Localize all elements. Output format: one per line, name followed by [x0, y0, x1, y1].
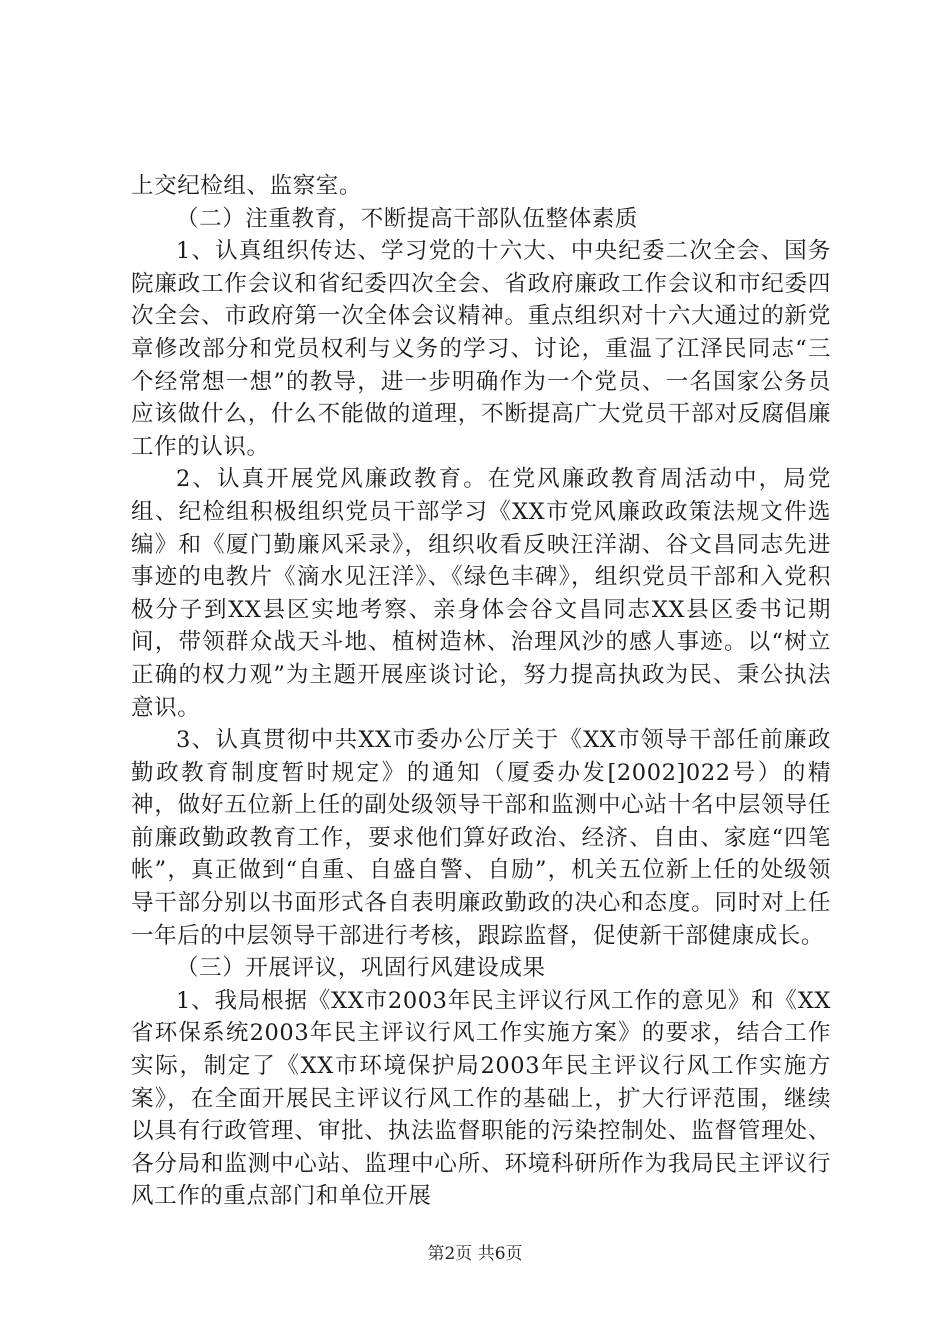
paragraph-evaluation-item-1: 1、我局根据《XX市2003年民主评议行风工作的意见》和《XX省环保系统2003年民主评议行风工作实施方案》的要求，结合工作实际，制定了《XX市环境保护局2003年民主评议行风工作实施方案》，在全面开展民主评议行风工作的基础上，扩大行评范围，继续以具有行政管理、审批、执法监督职能的污染控制处、监督管理处、各分局和监测中心站、监理中心所、环境科研所作为我局民主评议行风工作的重点部门和单位开展 — [131, 987, 831, 1210]
paragraph-item-2: 2、认真开展党风廉政教育。在党风廉政教育周活动中，局党组、纪检组积极组织党员干部学习《XX市党风廉政政策法规文件选编》和《厦门勤廉风采录》，组织收看反映汪洋湖、谷文昌同志先进事迹的电教片《滴水见汪洋》、《绿色丰碑》，组织党员干部和入党积极分子到XX县区实地考察、亲身体会谷文昌同志XX县区委书记期间，带领群众战天斗地、植树造林、治理风沙的感人事迹。以“树立正确的权力观”为主题开展座谈讨论，努力提高执政为民、秉公执法意识。 — [131, 466, 831, 721]
paragraph-item-3: 3、认真贯彻中共XX市委办公厅关于《XX市领导干部任前廉政勤政教育制度暂时规定》的通知（厦委办发[2002]022号）的精神，做好五位新上任的副处级领导干部和监测中心站十名中层领导任前廉政勤政教育工作，要求他们算好政治、经济、自由、家庭“四笔帐”，真正做到“自重、自盛自警、自励”，机关五位新上任的处级领导干部分别以书面形式各自表明廉政勤政的决心和态度。同时对上任一年后的中层领导干部进行考核，跟踪监督，促使新干部健康成长。 — [131, 727, 831, 949]
section-heading-evaluation: （三）开展评议，巩固行风建设成果 — [176, 955, 546, 982]
document-body — [131, 170, 831, 1213]
page-footer — [0, 1243, 950, 1265]
section-heading-education: （二）注重教育，不断提高干部队伍整体素质 — [176, 205, 639, 232]
paragraph-item-1: 1、认真组织传达、学习党的十六大、中央纪委二次全会、国务院廉政工作会议和省纪委四次全会、省政府廉政工作会议和市纪委四次全会、市政府第一次全体会议精神。重点组织对十六大通过的新党章修改部分和党员权利与义务的学习、讨论，重温了江泽民同志“三个经常想一想”的教导，进一步明确作为一个党员、一名国家公务员应该做什么，什么不能做的道理，不断提高广大党员干部对反腐倡廉工作的认识。 — [131, 238, 831, 460]
paragraph-continuation: 上交纪检组、监察室。 — [131, 173, 363, 199]
page-number-label: 第2页 共6页 — [427, 1244, 523, 1264]
